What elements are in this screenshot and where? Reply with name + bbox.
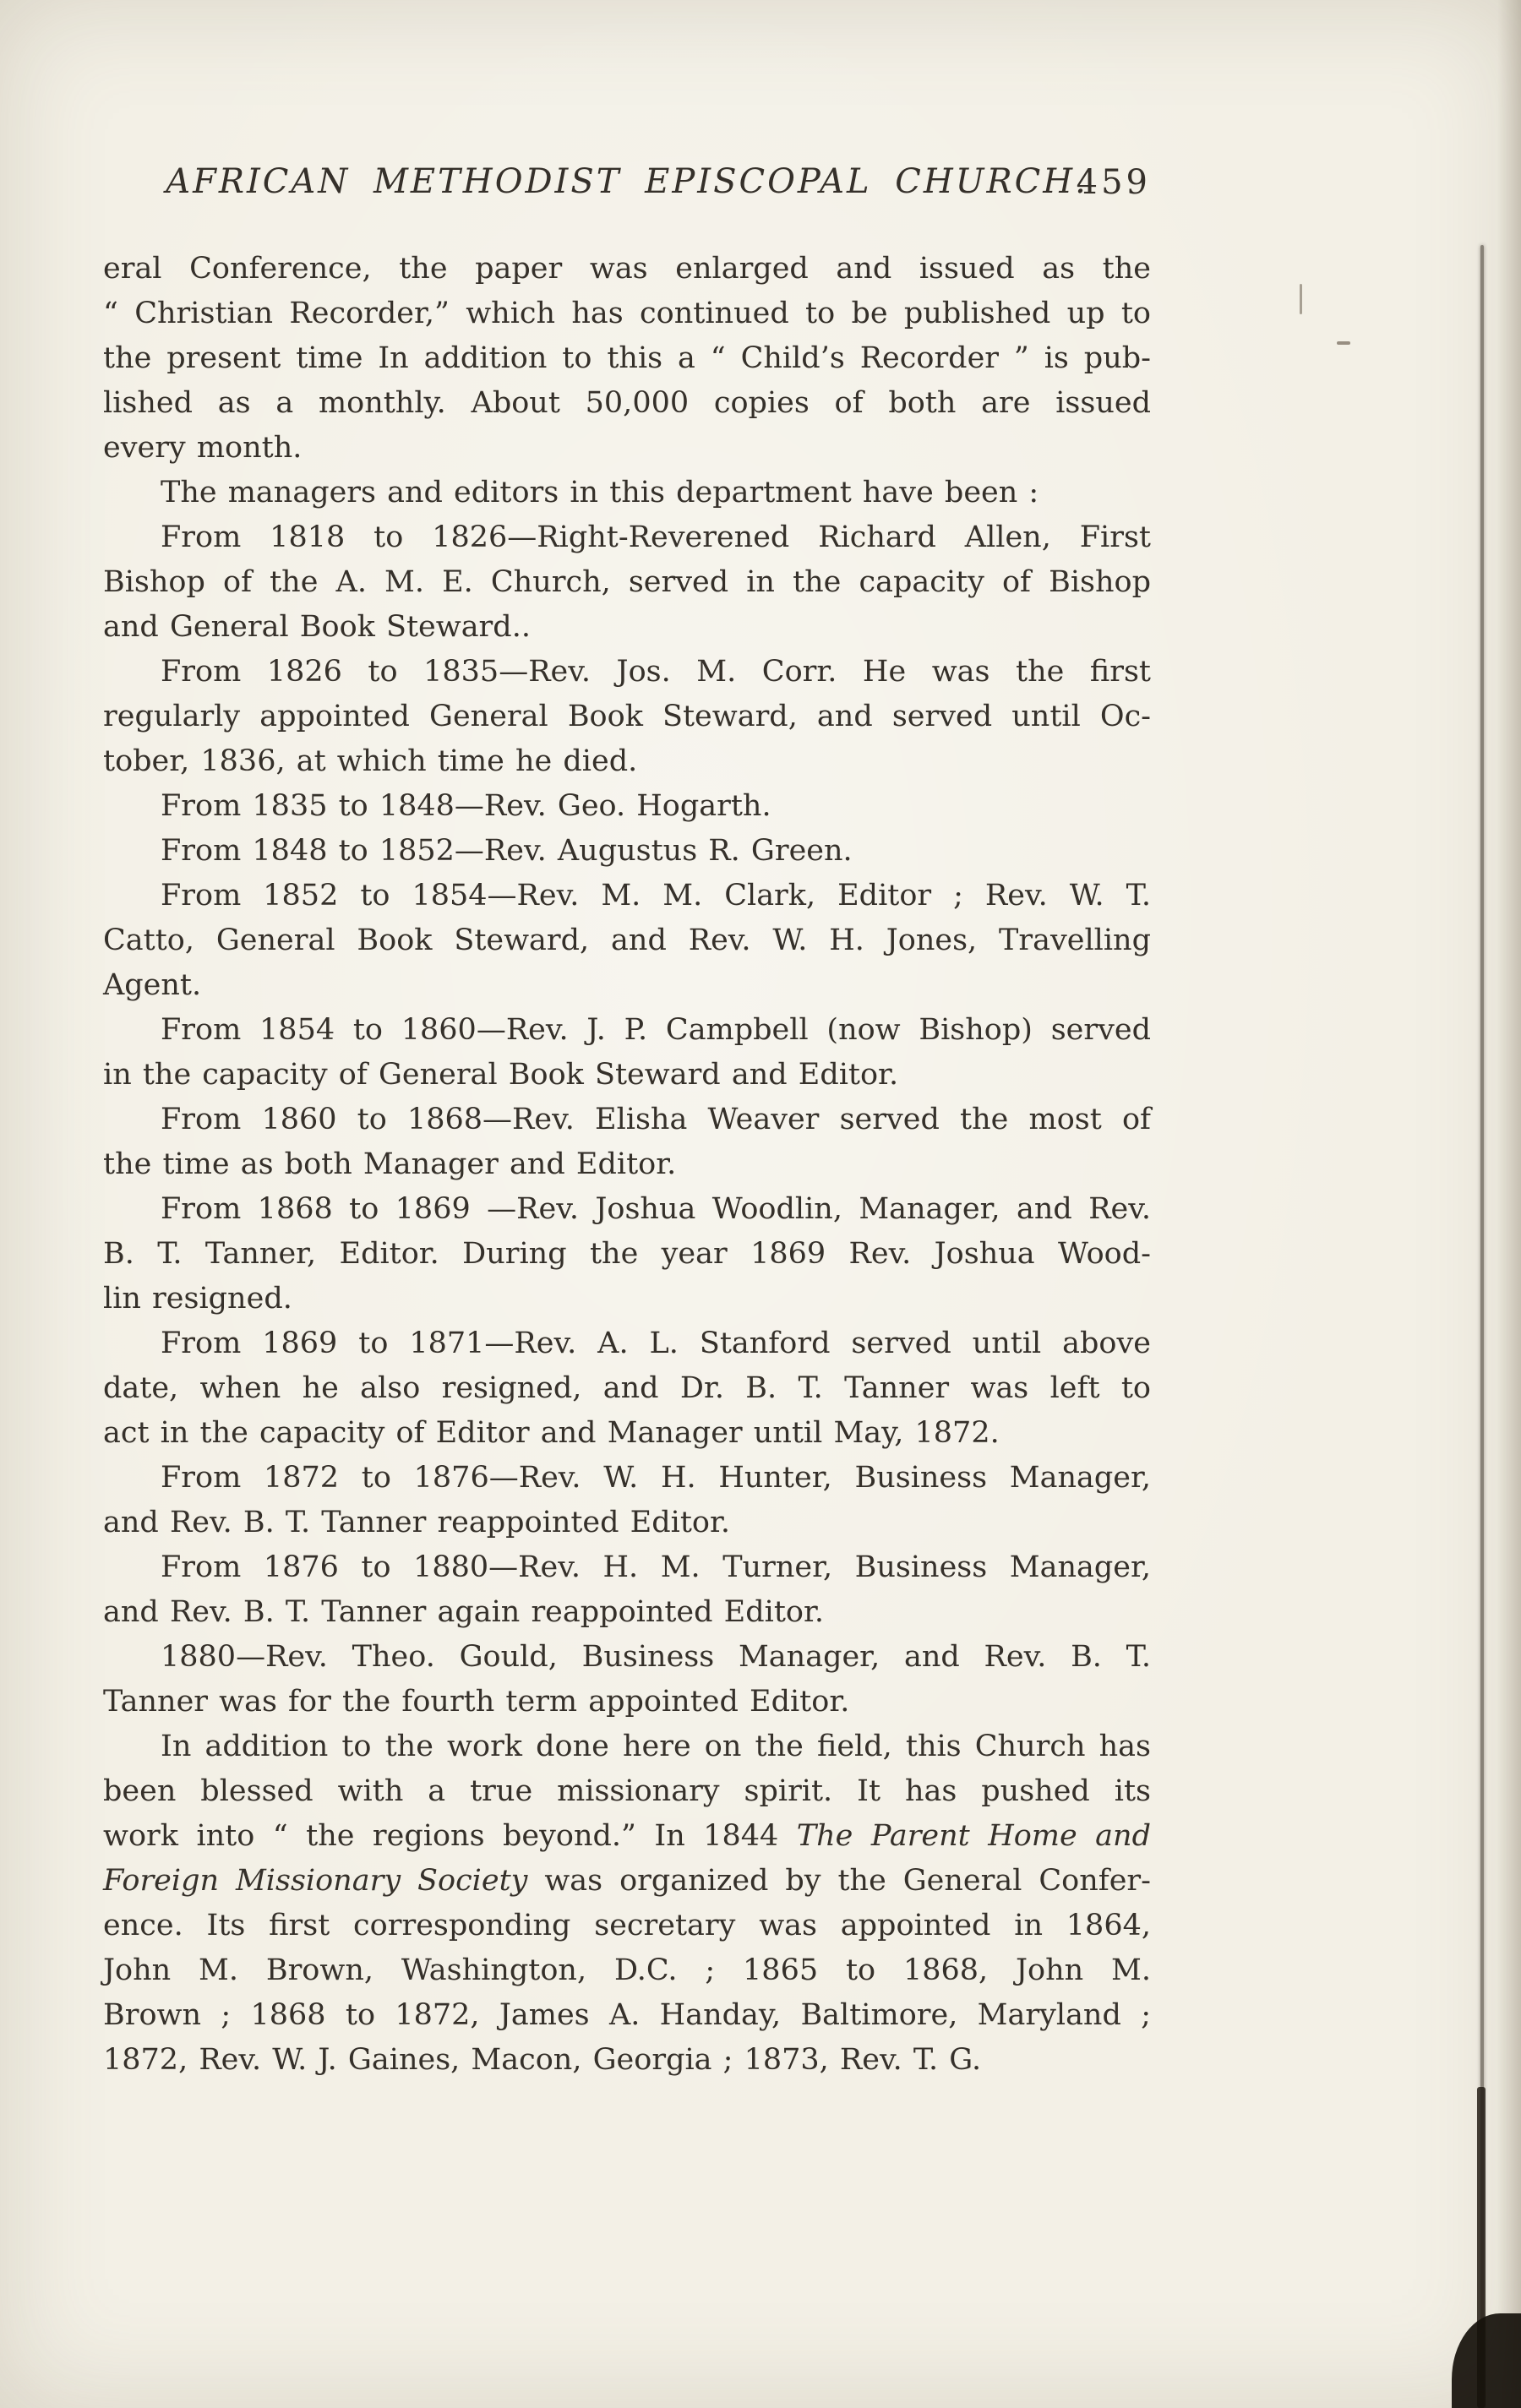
paragraph <box>103 1456 1151 1545</box>
paragraph <box>103 471 1151 515</box>
text-line <box>103 1232 1151 1277</box>
text-line <box>103 1411 1151 1456</box>
text-segment: 1880—Rev. Theo. Gould, Business Manager, and Rev. B. T. <box>161 1640 1151 1674</box>
paragraph <box>103 1545 1151 1635</box>
text-line <box>103 2038 1151 2083</box>
text-segment: From 1868 to 1869 —Rev. Joshua Woodlin, Manager, and Rev. <box>161 1192 1151 1226</box>
text-segment: and General Book Steward.. <box>103 610 531 644</box>
text-segment: been blessed with a true missionary spirit. It has pushed its <box>103 1774 1151 1808</box>
text-line <box>103 739 1151 784</box>
text-line <box>103 650 1151 695</box>
text-line <box>103 1904 1151 1948</box>
text-line <box>103 515 1151 560</box>
text-line <box>103 784 1151 829</box>
text-segment: B. T. Tanner, Editor. During the year 1869 Rev. Joshua Wood- <box>103 1237 1151 1271</box>
text-line <box>103 874 1151 918</box>
text-line <box>103 560 1151 605</box>
text-segment: and Rev. B. T. Tanner again reappointed Editor. <box>103 1595 824 1629</box>
text-line <box>103 1948 1151 1993</box>
text-line <box>103 471 1151 515</box>
text-segment: act in the capacity of Editor and Manager until May, 1872. <box>103 1416 1000 1450</box>
text-line <box>103 605 1151 650</box>
text-segment: From 1854 to 1860—Rev. J. P. Campbell (now Bishop) served <box>161 1013 1151 1047</box>
text-segment: From 1835 to 1848—Rev. Geo. Hogarth. <box>161 789 771 823</box>
text-line <box>103 1724 1151 1769</box>
text-column <box>103 162 1151 2083</box>
paragraph <box>103 515 1151 650</box>
text-segment: work into “ the regions beyond.” In 1844 <box>103 1819 797 1853</box>
paragraph <box>103 1724 1151 2083</box>
paragraph <box>103 247 1151 471</box>
text-segment: From 1826 to 1835—Rev. Jos. M. Corr. He was the first <box>161 655 1151 689</box>
text-line <box>103 1680 1151 1724</box>
text-line <box>103 1769 1151 1814</box>
text-segment: lin resigned. <box>103 1282 292 1316</box>
paragraph <box>103 829 1151 874</box>
text-line <box>103 1545 1151 1590</box>
text-line <box>103 829 1151 874</box>
text-segment: From 1872 to 1876—Rev. W. H. Hunter, Business Manager, <box>161 1461 1151 1495</box>
text-line <box>103 1456 1151 1501</box>
text-segment: In addition to the work done here on the field, this Church has <box>161 1730 1151 1763</box>
text-segment: date, when he also resigned, and Dr. B. T. Tanner was left to <box>103 1371 1151 1405</box>
text-line <box>103 1635 1151 1680</box>
text-line <box>103 1859 1151 1904</box>
text-segment: ence. Its first corresponding secretary was appointed in 1864, <box>103 1909 1151 1942</box>
text-segment: From 1848 to 1852—Rev. Augustus R. Green. <box>161 834 853 868</box>
text-line <box>103 336 1151 381</box>
text-segment: From 1818 to 1826—Right-Reverened Richard Allen, First <box>161 520 1151 554</box>
text-segment: the present time In addition to this a “ Child’s Recorder ” is pub- <box>103 341 1151 375</box>
text-line <box>103 1187 1151 1232</box>
text-segment: every month. <box>103 431 303 465</box>
scan-edge-shadow <box>1497 0 1521 2408</box>
text-line <box>103 381 1151 426</box>
text-segment: Tanner was for the fourth term appointed Editor. <box>103 1685 850 1719</box>
text-line <box>103 963 1151 1008</box>
text-segment: “ Christian Recorder,” which has continued to be published up to <box>103 297 1151 330</box>
text-line <box>103 1053 1151 1098</box>
scan-corner-blob-artifact <box>1452 2313 1521 2408</box>
text-line <box>103 1008 1151 1053</box>
scan-speck-artifact <box>1300 284 1302 314</box>
text-segment: regularly appointed General Book Steward, and served until Oc- <box>103 700 1151 733</box>
text-segment: Catto, General Book Steward, and Rev. W. H. Jones, Travelling <box>103 923 1151 957</box>
paragraph <box>103 1008 1151 1098</box>
text-line <box>103 1993 1151 2038</box>
text-line <box>103 1321 1151 1366</box>
page-number: 459 <box>1076 163 1151 202</box>
text-segment: and Rev. B. T. Tanner reappointed Editor. <box>103 1506 730 1539</box>
paragraph <box>103 874 1151 1008</box>
page-body <box>103 247 1151 2083</box>
scan-gutter-line-artifact <box>1480 245 1484 2408</box>
text-line <box>103 1590 1151 1635</box>
text-segment: From 1876 to 1880—Rev. H. M. Turner, Business Manager, <box>161 1550 1151 1584</box>
page-header <box>103 162 1151 206</box>
italic-text-segment: Foreign Missionary Society <box>103 1864 528 1898</box>
text-line <box>103 1366 1151 1411</box>
text-line <box>103 1501 1151 1545</box>
text-segment: From 1852 to 1854—Rev. M. M. Clark, Editor ; Rev. W. T. <box>161 879 1151 913</box>
text-segment: From 1869 to 1871—Rev. A. L. Stanford served until above <box>161 1327 1151 1360</box>
text-segment: From 1860 to 1868—Rev. Elisha Weaver served the most of <box>161 1103 1151 1136</box>
paragraph <box>103 1635 1151 1724</box>
text-segment: John M. Brown, Washington, D.C. ; 1865 to 1868, John M. <box>103 1953 1151 1987</box>
text-segment: eral Conference, the paper was enlarged and issued as the <box>103 252 1151 286</box>
text-segment: tober, 1836, at which time he died. <box>103 744 638 778</box>
text-segment: Agent. <box>103 968 202 1002</box>
paragraph <box>103 1187 1151 1321</box>
text-segment: 1872, Rev. W. J. Gaines, Macon, Georgia ; 1873, Rev. T. G. <box>103 2043 982 2077</box>
text-segment: was organized by the General Confer- <box>527 1864 1151 1898</box>
italic-text-segment: The Parent Home and <box>796 1819 1151 1853</box>
paragraph <box>103 784 1151 829</box>
text-line <box>103 695 1151 739</box>
text-line <box>103 1142 1151 1187</box>
paragraph <box>103 1098 1151 1187</box>
text-line <box>103 1098 1151 1142</box>
text-line <box>103 247 1151 291</box>
paragraph <box>103 650 1151 784</box>
text-segment: Bishop of the A. M. E. Church, served in the capacity of Bishop <box>103 565 1151 599</box>
scan-speck-artifact <box>1337 341 1350 345</box>
text-line <box>103 291 1151 336</box>
paragraph <box>103 1321 1151 1456</box>
text-segment: The managers and editors in this department have been : <box>161 476 1039 509</box>
text-segment: lished as a monthly. About 50,000 copies of both are issued <box>103 386 1151 420</box>
text-segment: Brown ; 1868 to 1872, James A. Handay, Baltimore, Maryland ; <box>103 1998 1151 2032</box>
text-line <box>103 918 1151 963</box>
running-head-title: AFRICAN METHODIST EPISCOPAL CHURCH. <box>166 162 1088 201</box>
text-line <box>103 1814 1151 1859</box>
text-segment: the time as both Manager and Editor. <box>103 1147 677 1181</box>
text-line <box>103 1277 1151 1321</box>
text-line <box>103 426 1151 471</box>
text-segment: in the capacity of General Book Steward and Editor. <box>103 1058 899 1092</box>
